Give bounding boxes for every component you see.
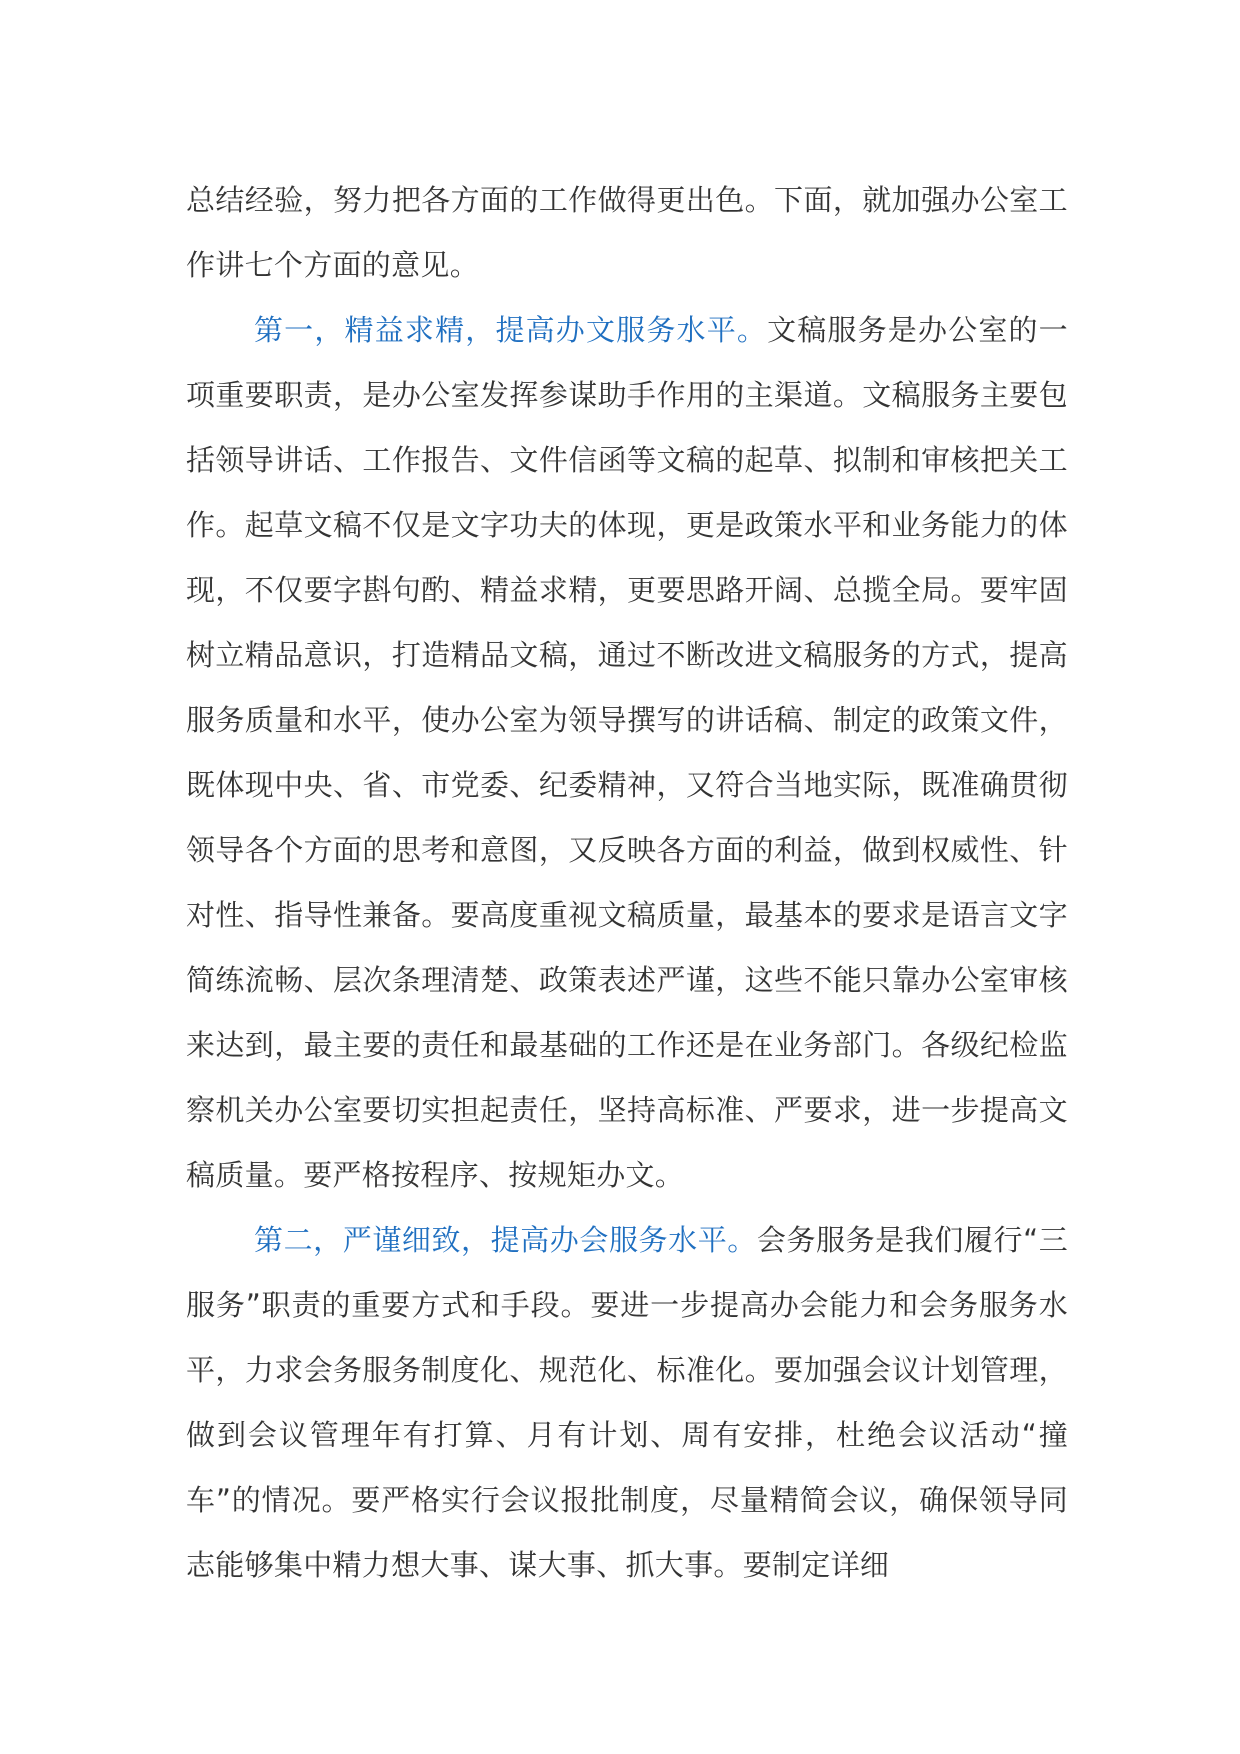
intro-paragraph: 总结经验，努力把各方面的工作做得更出色。下面，就加强办公室工作讲七个方面的意见。 [186, 183, 1068, 282]
document-body [186, 168, 1068, 1598]
section-1-heading: 第一，精益求精，提高办文服务水平。 [254, 313, 768, 347]
section-2-body: 会务服务是我们履行“三服务”职责的重要方式和手段。要进一步提高办会能力和会务服务水平，力求会务服务制度化、规范化、标准化。要加强会议计划管理，做到会议管理年有打算、月有计划、周有安排，杜绝会议活动“撞车”的情况。要严格实行会议报批制度，尽量精简会议，确保领导同志能够集中精力想大事、谋大事、抓大事。要制定详细 [186, 1223, 1069, 1582]
section-2-paragraph [186, 1208, 1068, 1598]
section-2-heading: 第二，严谨细致，提高办会服务水平。 [254, 1223, 757, 1257]
section-1-body: 文稿服务是办公室的一项重要职责，是办公室发挥参谋助手作用的主渠道。文稿服务主要包括领导讲话、工作报告、文件信函等文稿的起草、拟制和审核把关工作。起草文稿不仅是文字功夫的体现，更是政策水平和业务能力的体现，不仅要字斟句酌、精益求精，更要思路开阔、总揽全局。要牢固树立精品意识，打造精品文稿，通过不断改进文稿服务的方式，提高服务质量和水平，使办公室为领导撰写的讲话稿、制定的政策文件，既体现中央、省、市党委、纪委精神，又符合当地实际，既准确贯彻领导各个方面的思考和意图，又反映各方面的利益，做到权威性、针对性、指导性兼备。要高度重视文稿质量，最基本的要求是语言文字简练流畅、层次条理清楚、政策表述严谨，这些不能只靠办公室审核来达到，最主要的责任和最基础的工作还是在业务部门。各级纪检监察机关办公室要切实担起责任，坚持高标准、严要求，进一步提高文稿质量。要严格按程序、按规矩办文。 [186, 313, 1068, 1192]
section-1-paragraph [186, 298, 1068, 1208]
